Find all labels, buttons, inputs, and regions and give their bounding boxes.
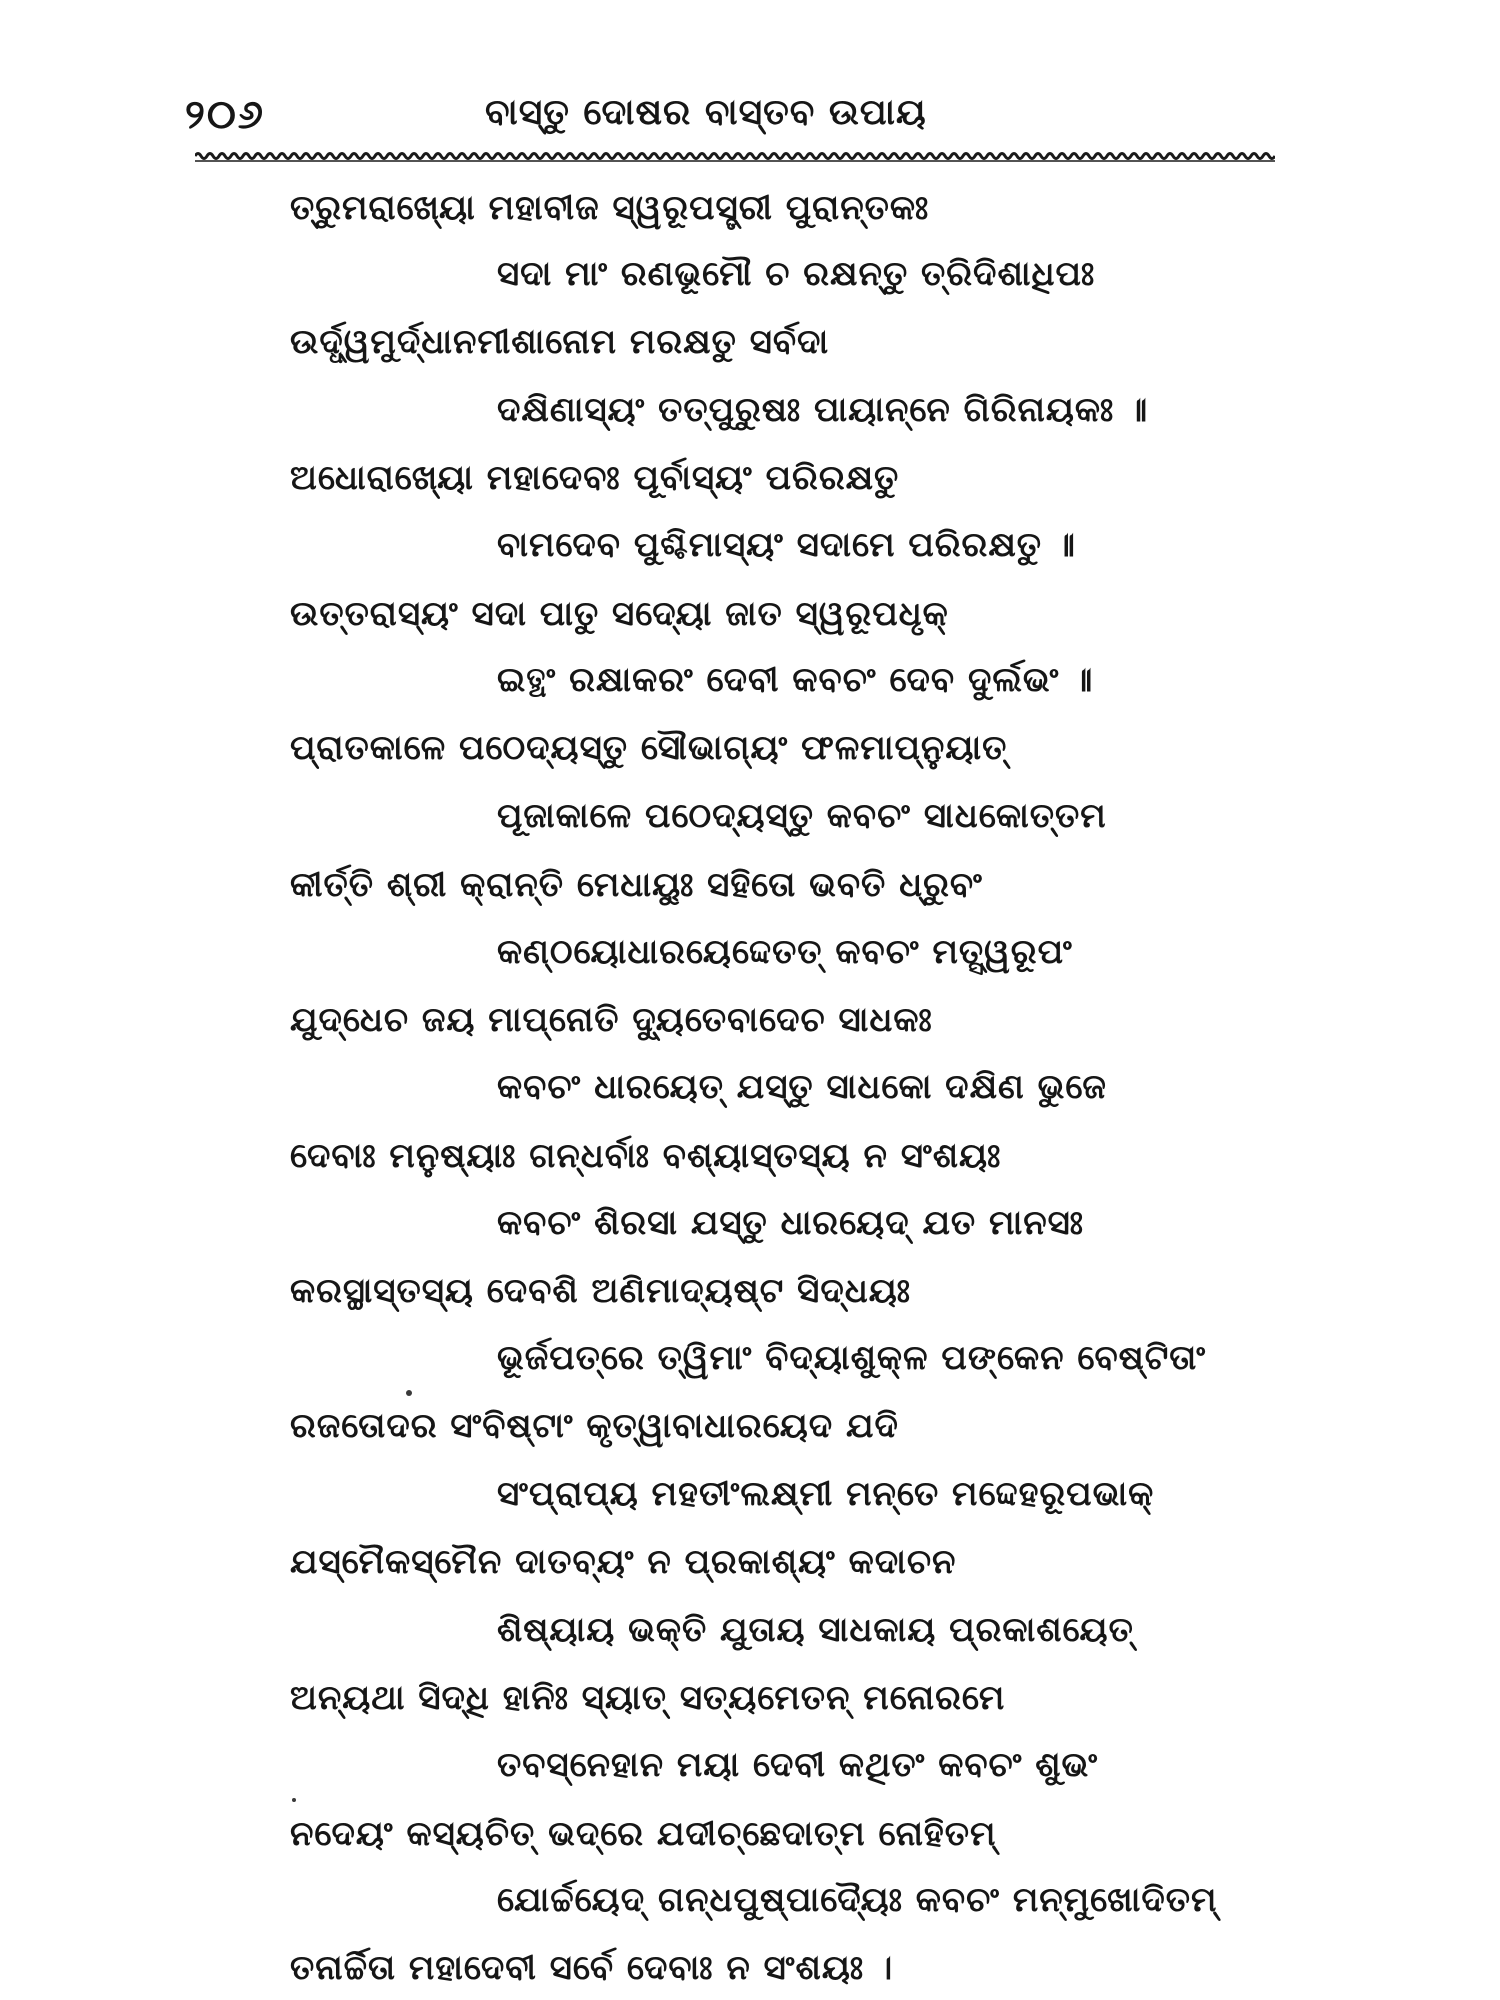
verse-line: ପ୍ରାତକାଳେ ପଠେଦ୍ୟସ୍ତୁ ସୌଭାଗ୍ୟଂ ଫଳମାପ୍ନୁୟାତ୍	[290, 728, 1008, 768]
verse-line: କବଚଂ ଧାରୟେତ୍ ଯସ୍ତୁ ସାଧକୋ ଦକ୍ଷିଣ ଭୁଜେ	[497, 1067, 1107, 1107]
verse-line: ଦେବାଃ ମନୁଷ୍ୟାଃ ଗନ୍ଧର୍ବାଃ ବଶ୍ୟାସ୍ତସ୍ୟ ନ ସଂଶୟଃ	[290, 1136, 1002, 1176]
verse-line: ପୂଜାକାଳେ ପଠେଦ୍ୟସ୍ତୁ କବଚଂ ସାଧକୋତ୍ତମ	[497, 796, 1107, 836]
verse-line: ଉତ୍ତରାସ୍ୟଂ ସଦା ପାତୁ ସଦ୍ୟୋ ଜାତ ସ୍ୱରୂପଧୃକ୍	[290, 594, 949, 634]
verse-line: ତବସ୍ନେହାନ ମୟା ଦେବୀ କଥିତଂ କବଚଂ ଶୁଭଂ	[497, 1745, 1099, 1785]
verse-line: ତ୍ରୁମରାଖ୍ୟୋ ମହାବୀଜ ସ୍ୱରୂପସ୍ତ୍ରୀ ପୁରାନ୍ତକଃ	[290, 188, 930, 228]
verse-line: ସଂପ୍ରାପ୍ୟ ମହତୀଂଲକ୍ଷ୍ମୀ ମନ୍ତେ ମଦ୍ଦେହରୂପଭାକ୍	[497, 1474, 1155, 1514]
print-speck	[406, 1390, 412, 1396]
verse-line: ଇତ୍ଥଂ ରକ୍ଷାକରଂ ଦେବୀ କବଚଂ ଦେବ ଦୁର୍ଲଭଂ ॥	[497, 660, 1094, 700]
verse-line: ଅନ୍ୟଥା ସିଦ୍ଧି ହାନିଃ ସ୍ୟାତ୍ ସତ୍ୟମେତନ୍ ମନୋରମେ	[290, 1678, 1006, 1718]
verse-line: ରଜତୋଦର ସଂବିଷ୍ଟାଂ କୃତ୍ୱାବାଧାରୟେଦ ଯଦି	[290, 1406, 899, 1446]
verse-line: କବଚଂ ଶିରସା ଯସ୍ତୁ ଧାରୟେଦ୍ ଯତ ମାନସଃ	[497, 1203, 1085, 1243]
verse-line: କଣ୍ଠୟୋଧାରୟେଦ୍ଦେତତ୍ କବଚଂ ମତ୍ସ୍ୱରୂପଂ	[497, 932, 1073, 972]
verse-line: ଯୁଦ୍ଧେଚ ଜୟ ମାପ୍ନୋତି ଦ୍ୟୁତେବାଦେଚ ସାଧକଃ	[290, 1000, 933, 1040]
verse-line: ଦକ୍ଷିଣାସ୍ୟଂ ତତ୍ପୁରୁଷଃ ପାୟାନ୍ନେ ଗିରିନାୟକଃ ॥	[497, 390, 1149, 430]
verse-line: ଶିଷ୍ୟାୟ ଭକ୍ତି ଯୁତାୟ ସାଧକାୟ ପ୍ରକାଶୟେତ୍	[497, 1610, 1134, 1650]
verse-line: ଭୂର୍ଜପତ୍ରେ ତ୍ୱିମାଂ ବିଦ୍ୟାଶୁକ୍ଳ ପଙ୍କେନ ବେଷ୍ଟିତାଂ	[497, 1338, 1207, 1378]
running-title: ବାସ୍ତୁ ଦୋଷର ବାସ୍ତବ ଉପାୟ	[485, 92, 927, 133]
verse-line: ଅଧୋରାଖ୍ୟୋ ମହାଦେବଃ ପୂର୍ବାସ୍ୟଂ ପରିରକ୍ଷତୁ	[290, 458, 900, 498]
verse-line: ତନାର୍ଚ୍ଚିତା ମହାଦେବୀ ସର୍ବେ ଦେବାଃ ନ ସଂଶୟଃ ।	[290, 1948, 894, 1988]
verse-line: କୀର୍ତ୍ତି ଶ୍ରୀ କ୍ରାନ୍ତି ମେଧାୟୁଃ ସହିତୋ ଭବତି ଧ୍ରୁବଂ	[290, 865, 983, 905]
verse-line: ବାମଦେବ ପୁଶ୍ଚିମାସ୍ୟଂ ସଦାମେ ପରିରକ୍ଷତୁ ॥	[497, 525, 1076, 565]
verse-line: ନଦେୟଂ କସ୍ୟଚିତ୍ ଭଦ୍ରେ ଯଦୀଚ୍ଛେଦାତ୍ମ ନୋହିତମ୍	[290, 1814, 997, 1854]
verse-line: ଉର୍ଦ୍ଧ୍ୱମୁର୍ଦ୍ଧାନମୀଶାନୋମ ମରକ୍ଷତୁ ସର୍ବଦା	[290, 322, 830, 362]
verse-line: କରସ୍ଥାସ୍ତସ୍ୟ ଦେବଶି ଅଣିମାଦ୍ୟଷ୍ଟ ସିଦ୍ଧୟଃ	[290, 1271, 912, 1311]
page-number: ୨୦୬	[185, 92, 265, 138]
print-speck	[292, 1798, 296, 1802]
verse-line: ଯସ୍ମୈକସ୍ମୈନ ଦାତବ୍ୟଂ ନ ପ୍ରକାଶ୍ୟଂ କଦାଚନ	[290, 1542, 957, 1582]
verse-line: ଯୋର୍ଚ୍ଚୟେଦ୍ ଗନ୍ଧପୁଷ୍ପାଦ୍ୟୈଃ କବଚଂ ମନ୍ମୁଖୋଦିତମ୍	[497, 1880, 1218, 1920]
verse-line: ସଦା ମାଂ ରଣଭୂମୌ ଚ ରକ୍ଷନ୍ତୁ ତ୍ରିଦିଶାଧିପଃ	[497, 254, 1096, 294]
